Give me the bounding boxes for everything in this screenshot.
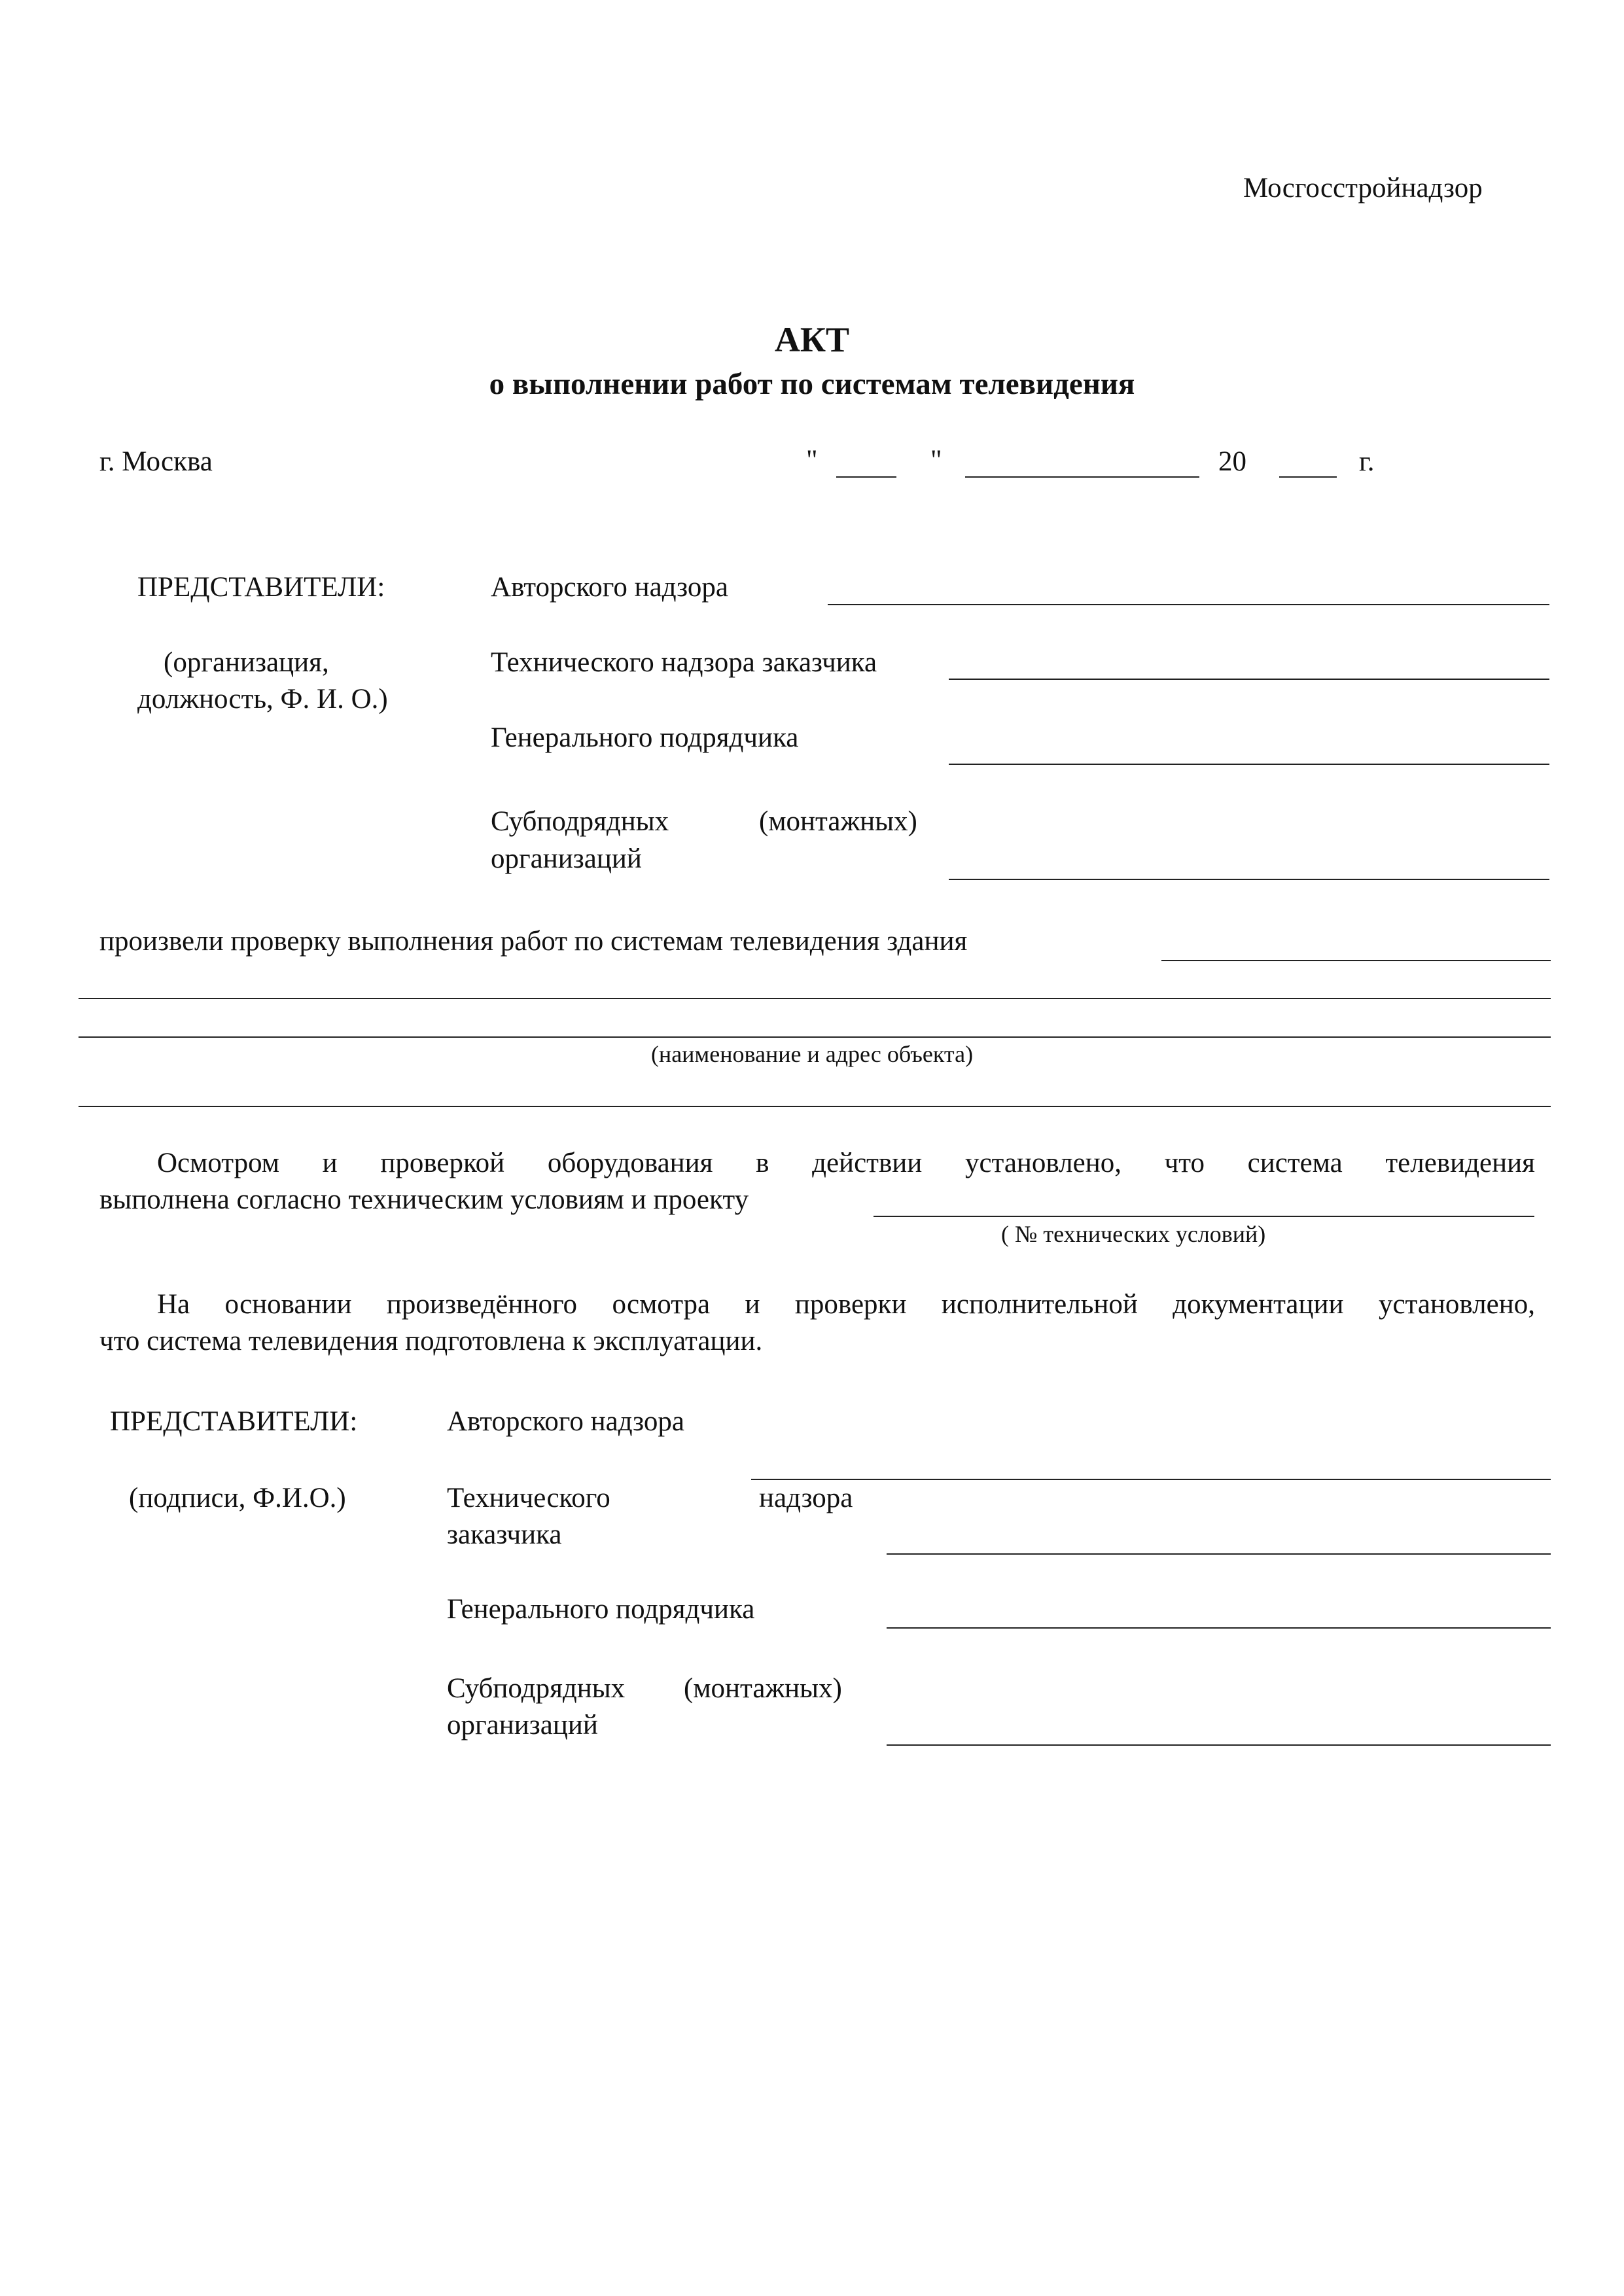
object-line-2[interactable] bbox=[79, 1036, 1551, 1038]
representatives-note-line1: (организация, bbox=[164, 647, 329, 678]
para1-word: телевидения bbox=[1385, 1148, 1535, 1178]
para2-word: На bbox=[157, 1289, 190, 1320]
general-contractor-label: Генерального подрядчика bbox=[491, 722, 799, 753]
para2-word: проверки bbox=[794, 1289, 907, 1320]
subcontractor-word2: (монтажных) bbox=[759, 806, 917, 837]
sign-sub-word1: Субподрядных bbox=[447, 1673, 626, 1704]
para2-word: основании bbox=[224, 1289, 352, 1320]
sign-general-label: Генерального подрядчика bbox=[447, 1594, 755, 1625]
date-quote-close: " bbox=[930, 445, 942, 476]
inspection-sentence: произвели проверку выполнения работ по системам телевидения здания bbox=[99, 926, 968, 957]
author-supervision-field[interactable] bbox=[828, 604, 1549, 605]
general-contractor-field[interactable] bbox=[949, 764, 1549, 765]
subcontractor-field[interactable] bbox=[949, 879, 1549, 880]
sign-sub-word2: (монтажных) bbox=[684, 1673, 842, 1704]
sign-sub-word3: организаций bbox=[447, 1710, 598, 1740]
customer-supervision-label: Технического надзора заказчика bbox=[491, 647, 877, 678]
document-subtitle: о выполнении работ по системам телевидения bbox=[489, 367, 1135, 401]
tech-conditions-caption: ( № технических условий) bbox=[1001, 1221, 1266, 1247]
representatives-heading: ПРЕДСТАВИТЕЛИ: bbox=[137, 572, 385, 603]
para1-line1 bbox=[157, 1146, 1535, 1180]
para1-line2: выполнена согласно техническим условиям и проекту bbox=[99, 1184, 749, 1215]
para2-line1 bbox=[157, 1288, 1535, 1322]
para2-word: и bbox=[745, 1289, 760, 1320]
object-caption: (наименование и адрес объекта) bbox=[650, 1041, 974, 1067]
subcontractor-word1: Субподрядных bbox=[491, 806, 669, 837]
sign-tech-word1: Технического bbox=[447, 1483, 610, 1513]
object-line-3[interactable] bbox=[79, 1106, 1551, 1107]
document-title: АКТ bbox=[774, 320, 850, 359]
year-field[interactable] bbox=[1279, 476, 1337, 478]
para2-word: документации bbox=[1173, 1289, 1344, 1320]
subcontractor-word3: организаций bbox=[491, 843, 642, 874]
para1-word: система bbox=[1247, 1148, 1343, 1178]
signatures-note: (подписи, Ф.И.О.) bbox=[129, 1483, 346, 1513]
day-field[interactable] bbox=[836, 476, 896, 478]
representatives-note-line2: должность, Ф. И. О.) bbox=[137, 684, 388, 715]
year-prefix: 20 bbox=[1218, 446, 1246, 477]
date-quote-open: " bbox=[806, 445, 818, 476]
signatures-heading: ПРЕДСТАВИТЕЛИ: bbox=[110, 1406, 358, 1437]
para1-word: проверкой bbox=[380, 1148, 505, 1178]
building-field[interactable] bbox=[1161, 960, 1551, 961]
para1-word: Осмотром bbox=[157, 1148, 279, 1178]
sign-tech-word3: заказчика bbox=[447, 1519, 562, 1550]
sign-general-field[interactable] bbox=[887, 1627, 1551, 1629]
object-line-1[interactable] bbox=[79, 998, 1551, 999]
para1-word: оборудования bbox=[547, 1148, 713, 1178]
para2-word: установлено, bbox=[1378, 1289, 1535, 1320]
para1-word: установлено, bbox=[964, 1148, 1121, 1178]
author-supervision-label: Авторского надзора bbox=[491, 572, 728, 603]
para2-word: исполнительной bbox=[941, 1289, 1138, 1320]
project-field[interactable] bbox=[874, 1216, 1534, 1217]
year-suffix: г. bbox=[1359, 446, 1375, 477]
sign-author-label: Авторского надзора bbox=[447, 1406, 684, 1437]
sign-tech-field[interactable] bbox=[887, 1553, 1551, 1555]
para1-word: действии bbox=[812, 1148, 923, 1178]
sign-tech-word2: надзора bbox=[759, 1483, 853, 1513]
sign-author-field[interactable] bbox=[751, 1479, 1551, 1480]
customer-supervision-field[interactable] bbox=[949, 679, 1549, 680]
city-label: г. Москва bbox=[99, 446, 213, 477]
para2-word: осмотра bbox=[612, 1289, 711, 1320]
para1-word: и bbox=[322, 1148, 338, 1178]
para1-word: что bbox=[1164, 1148, 1205, 1178]
agency-name: Мосгосстройнадзор bbox=[1243, 173, 1483, 203]
para2-word: произведённого bbox=[386, 1289, 578, 1320]
para1-word: в bbox=[756, 1148, 769, 1178]
sign-sub-field[interactable] bbox=[887, 1744, 1551, 1746]
para2-line2: что система телевидения подготовлена к эксплуатации. bbox=[99, 1326, 763, 1356]
month-field[interactable] bbox=[965, 476, 1199, 478]
